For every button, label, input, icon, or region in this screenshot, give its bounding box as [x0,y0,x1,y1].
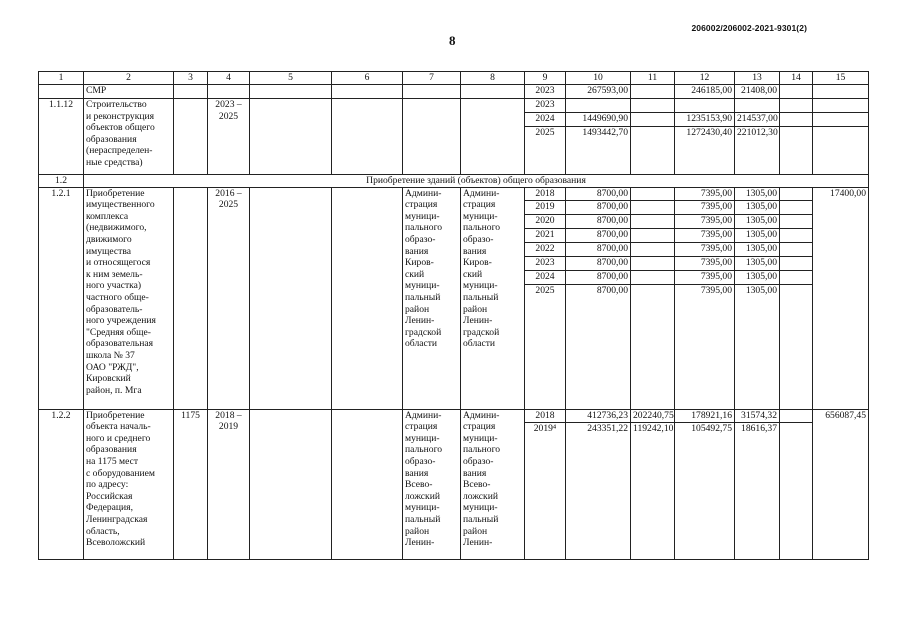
col-header-4: 4 [208,72,250,85]
value-cell: 412736,23 [566,410,630,424]
table-row-smr [39,85,869,99]
row-name: Приобретение имущественного комплекса (недвижимого, движимого имущества и относящегося к ним земель- ного участка) частного обще- образователь- ного учреждения "Средняя обще- образовательная школа № 37 ОАО "РЖД", Кировский район, п. Мга [84,187,174,409]
row-number: 1.2.2 [39,409,84,559]
value-col13: 21408,00 [735,85,780,99]
total-cell: 656087,45 [813,409,869,559]
year-cell: 2019⁴ [533,423,557,435]
value-cell: 1305,00 [735,271,779,285]
col-header-11: 11 [631,72,675,85]
value-cell: 8700,00 [566,188,630,202]
value-cell: 8700,00 [566,229,630,243]
value-cell: 202240,75 [631,410,674,424]
value-cell: 8700,00 [566,215,630,229]
value-cell: 7395,00 [675,257,734,271]
col12-stack [675,99,735,175]
period-cell: 2023 – 2025 [208,99,250,175]
value-cell: 119242,10 [633,423,674,435]
value-cell: 1272430,40 [686,126,732,138]
value-cell: 178921,16 [675,410,734,424]
year-cell: 2024 [525,113,565,127]
value-cell: 31574,32 [735,410,779,424]
year-cell: 2023 [525,85,566,99]
col13-stack [735,187,780,409]
column-number-row [39,72,869,85]
year-cell: 2024 [525,271,565,285]
value-cell: 1449690,90 [566,113,630,127]
col-header-6: 6 [332,72,403,85]
col-header-2: 2 [84,72,174,85]
row-number: 1.2 [39,175,84,188]
table-row-1-1-12 [39,99,869,175]
table-row-1-2-1 [39,187,869,409]
value-cell: 1493442,70 [582,126,628,138]
value-cell: 221012,30 [737,126,778,138]
total-cell: 17400,00 [813,187,869,409]
col-header-12: 12 [675,72,735,85]
year-cell: 2025 [535,284,555,296]
year-cell: 2021 [525,229,565,243]
row-name: Строительство и реконструкция объектов общего образования (нераспределен- ные средства) [84,99,174,175]
value-cell: 1305,00 [735,201,779,215]
section-title: Приобретение зданий (объектов) общего образования [84,175,869,188]
row-name: Приобретение объекта началь- ного и среднего образования на 1175 мест с оборудованием по адресу: Российская Федерация, Ленинградская область, Всеволожский [84,409,174,559]
col12-stack [675,187,735,409]
col-header-3: 3 [174,72,208,85]
capacity-cell: 1175 [174,409,208,559]
value-cell: 1305,00 [735,215,779,229]
value-cell: 8700,00 [566,201,630,215]
value-cell [675,99,734,113]
year-cell: 2020 [525,215,565,229]
value-cell: 8700,00 [566,243,630,257]
page-number: 8 [449,33,456,48]
col12-stack [675,409,735,559]
section-row-1-2 [39,175,869,188]
executor-cell: Админи- страция муници- пального образо- вания Всево- ложский муници- пальный район Ленин- [403,409,461,559]
col-header-14: 14 [780,72,813,85]
year-cell: 2018 [525,410,565,424]
value-cell: 7395,00 [675,215,734,229]
customer-cell: Админи- страция муници- пального образо- вания Киров- ский муници- пальный район Ленин- градской области [461,187,525,409]
value-cell: 1235153,90 [675,113,734,127]
value-cell: 7395,00 [675,271,734,285]
col-header-10: 10 [566,72,631,85]
col-header-8: 8 [461,72,525,85]
value-cell: 7395,00 [675,188,734,202]
value-cell: 105492,75 [691,423,732,435]
year-cell: 2025 [535,126,555,138]
value-cell [735,99,779,113]
col-header-5: 5 [250,72,332,85]
value-cell: 214537,00 [735,113,779,127]
year-cell: 2019 [525,201,565,215]
col13-stack [735,99,780,175]
col-header-15: 15 [813,72,869,85]
year-cell: 2023 [525,257,565,271]
value-cell: 8700,00 [566,271,630,285]
executor-cell: Админи- страция муници- пального образо- вания Киров- ский муници- пальный район Ленин- градской области [403,187,461,409]
value-cell: 8700,00 [566,257,630,271]
year-cell: 2018 [525,188,565,202]
value-cell: 1305,00 [735,229,779,243]
col10-stack [566,409,631,559]
value-cell: 7395,00 [675,243,734,257]
value-cell: 7395,00 [675,201,734,215]
value-cell: 1305,00 [745,284,777,296]
value-col10: 267593,00 [566,85,631,99]
value-cell: 8700,00 [596,284,628,296]
row-number: 1.2.1 [39,187,84,409]
year-cell: 2022 [525,243,565,257]
value-col12: 246185,00 [675,85,735,99]
years-stack [525,187,566,409]
col-header-7: 7 [403,72,461,85]
customer-cell: Админи- страция муници- пального образо- вания Всево- ложский муници- пальный район Ленин- [461,409,525,559]
value-cell: 1305,00 [735,243,779,257]
document-id: 206002/206002-2021-9301(2) [691,23,807,33]
year-cell: 2023 [525,99,565,113]
value-cell: 18616,37 [741,423,777,435]
value-cell: 1305,00 [735,188,779,202]
value-cell [566,99,630,113]
value-cell: 7395,00 [700,284,732,296]
value-cell: 7395,00 [675,229,734,243]
period-cell: 2016 – 2025 [208,187,250,409]
col11-stack [631,409,675,559]
table-row-1-2-2 [39,409,869,559]
row-name: СМР [84,85,174,99]
years-stack [525,409,566,559]
value-cell: 1305,00 [735,257,779,271]
budget-table [38,71,869,560]
col10-stack [566,187,631,409]
period-cell: 2018 – 2019 [208,409,250,559]
row-number: 1.1.12 [39,99,84,175]
years-stack [525,99,566,175]
col13-stack [735,409,780,559]
col-header-9: 9 [525,72,566,85]
col-header-1: 1 [39,72,84,85]
col-header-13: 13 [735,72,780,85]
value-cell: 243351,22 [587,423,628,435]
col10-stack [566,99,631,175]
